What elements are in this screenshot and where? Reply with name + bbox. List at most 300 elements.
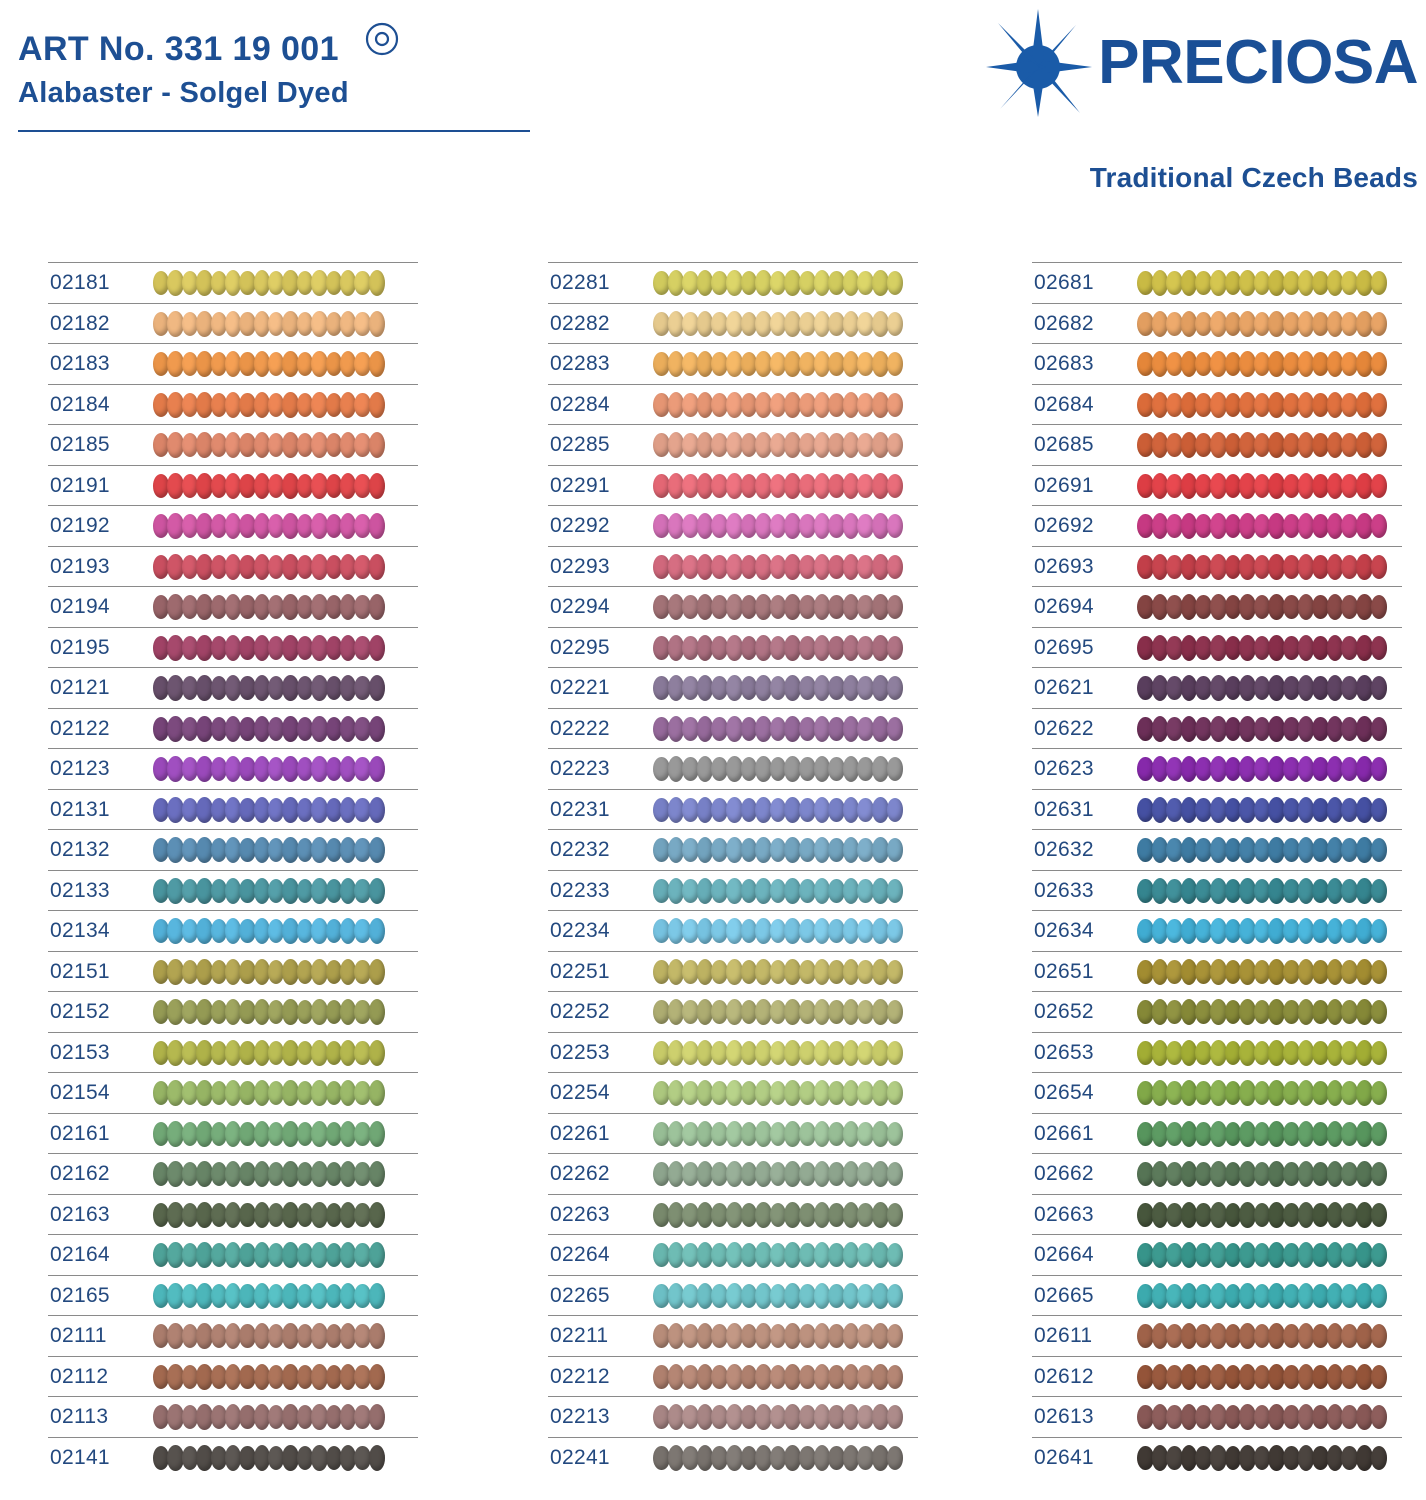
color-code: 02664	[1034, 1243, 1094, 1266]
color-code: 02151	[50, 959, 110, 983]
bead-strand-swatch	[653, 673, 903, 703]
row-divider	[1032, 789, 1402, 790]
bead	[887, 960, 904, 984]
row-divider	[48, 870, 418, 871]
color-code: 02284	[550, 392, 610, 416]
bead-row	[153, 957, 385, 987]
color-code: 02234	[550, 919, 610, 942]
color-row	[1032, 465, 1402, 506]
bead-strand-swatch	[653, 1078, 903, 1108]
color-row	[1032, 1275, 1402, 1316]
color-row	[1032, 384, 1402, 425]
row-divider	[48, 303, 418, 304]
bead-strand-swatch	[153, 430, 385, 460]
color-code: 02252	[550, 1000, 610, 1023]
bead-strand-swatch	[153, 592, 385, 622]
bead	[369, 1040, 385, 1066]
color-row	[48, 627, 418, 668]
row-divider	[48, 829, 418, 830]
row-divider	[48, 586, 418, 587]
bead	[1371, 1405, 1388, 1429]
color-row	[48, 465, 418, 506]
row-divider	[1032, 586, 1402, 587]
bead-strand-swatch	[153, 268, 385, 298]
bead-row	[653, 714, 903, 744]
row-divider	[1032, 262, 1402, 263]
color-code: 02163	[50, 1202, 110, 1226]
bead-strand-swatch	[653, 592, 903, 622]
bead-strand-swatch	[1137, 876, 1387, 906]
bead-row	[653, 430, 903, 460]
row-divider	[48, 748, 418, 749]
color-code: 02665	[1034, 1283, 1094, 1307]
color-code: 02212	[550, 1364, 610, 1388]
color-row	[48, 1437, 418, 1478]
row-divider	[548, 384, 918, 385]
row-divider	[548, 1356, 918, 1357]
color-code: 02222	[550, 716, 610, 740]
color-row	[548, 1275, 918, 1316]
row-divider	[48, 910, 418, 911]
bead-row	[1137, 633, 1387, 663]
color-code: 02282	[550, 311, 610, 335]
bead	[1371, 838, 1388, 862]
bead	[887, 312, 904, 336]
bead	[369, 1242, 385, 1268]
color-code: 02695	[1034, 635, 1094, 659]
article-number	[18, 22, 399, 69]
bead-row	[153, 430, 385, 460]
bead-strand-swatch	[653, 511, 903, 541]
row-divider	[548, 1437, 918, 1438]
bead	[369, 797, 385, 823]
row-divider	[1032, 667, 1402, 668]
row-divider	[1032, 343, 1402, 344]
bead-row	[153, 1240, 385, 1270]
bead-strand-swatch	[153, 754, 385, 784]
row-divider	[548, 870, 918, 871]
target-icon	[365, 22, 399, 65]
bead-strand-swatch	[153, 673, 385, 703]
color-row	[548, 829, 918, 870]
color-code: 02162	[50, 1162, 110, 1185]
bead-row	[1137, 1038, 1387, 1068]
color-row	[548, 424, 918, 465]
color-row	[548, 262, 918, 303]
color-row	[48, 546, 418, 587]
row-divider	[48, 424, 418, 425]
bead-row	[153, 714, 385, 744]
bead-strand-swatch	[653, 633, 903, 663]
color-row	[1032, 586, 1402, 627]
color-row	[48, 1113, 418, 1154]
bead	[887, 1041, 904, 1065]
color-code: 02681	[1034, 271, 1094, 294]
title-divider	[18, 130, 530, 132]
color-row	[48, 1356, 418, 1397]
bead	[1371, 555, 1388, 579]
brand-tagline: Traditional Czech Beads	[1089, 162, 1418, 193]
bead-row	[1137, 754, 1387, 784]
bead	[369, 1202, 385, 1228]
bead-row	[653, 1402, 903, 1432]
bead-row	[653, 835, 903, 865]
row-divider	[48, 1234, 418, 1235]
bead-row	[153, 1078, 385, 1108]
bead	[369, 1404, 385, 1430]
bead-strand-swatch	[1137, 1038, 1387, 1068]
bead-row	[653, 309, 903, 339]
bead-row	[653, 1443, 903, 1473]
bead-row	[153, 795, 385, 825]
bead	[369, 351, 385, 377]
bead-row	[653, 957, 903, 987]
color-code: 02263	[550, 1202, 610, 1226]
color-row	[548, 505, 918, 546]
color-row	[1032, 1234, 1402, 1275]
row-divider	[548, 262, 918, 263]
bead-strand-swatch	[1137, 430, 1387, 460]
bead-strand-swatch	[653, 268, 903, 298]
color-code: 02154	[50, 1081, 110, 1104]
bead-strand-swatch	[653, 1443, 903, 1473]
bead-strand-swatch	[1137, 471, 1387, 501]
bead	[887, 514, 904, 538]
color-code: 02152	[50, 1000, 110, 1023]
color-code: 02612	[1034, 1364, 1094, 1388]
bead	[1371, 717, 1388, 741]
row-divider	[548, 1275, 918, 1276]
bead-row	[153, 1200, 385, 1230]
bead	[369, 918, 385, 944]
color-row	[1032, 1032, 1402, 1073]
bead-strand-swatch	[153, 916, 385, 946]
color-row	[1032, 1194, 1402, 1235]
bead	[887, 676, 904, 700]
row-divider	[48, 991, 418, 992]
color-code: 02611	[1034, 1324, 1093, 1347]
row-divider	[1032, 1275, 1402, 1276]
row-divider	[548, 465, 918, 466]
bead-row	[1137, 714, 1387, 744]
color-code: 02213	[550, 1405, 610, 1428]
bead	[1371, 919, 1388, 943]
color-row	[548, 1356, 918, 1397]
color-code: 02683	[1034, 352, 1094, 375]
color-row	[548, 870, 918, 911]
bead-row	[153, 916, 385, 946]
bead	[887, 879, 904, 903]
bead	[1371, 798, 1388, 822]
color-code: 02621	[1034, 676, 1094, 699]
bead-strand-swatch	[153, 471, 385, 501]
color-row	[1032, 1356, 1402, 1397]
row-divider	[48, 546, 418, 547]
color-code: 02264	[550, 1243, 610, 1266]
row-divider	[1032, 424, 1402, 425]
color-row	[1032, 1072, 1402, 1113]
color-row	[48, 1275, 418, 1316]
bead	[1371, 1041, 1388, 1065]
row-divider	[48, 1315, 418, 1316]
bead-row	[1137, 673, 1387, 703]
color-row	[1032, 951, 1402, 992]
row-divider	[48, 465, 418, 466]
bead-row	[1137, 1200, 1387, 1230]
color-code: 02164	[50, 1243, 110, 1266]
bead-row	[1137, 916, 1387, 946]
bead-row	[653, 1240, 903, 1270]
color-code: 02651	[1034, 959, 1094, 983]
row-divider	[48, 1194, 418, 1195]
color-row	[48, 1234, 418, 1275]
row-divider	[1032, 1153, 1402, 1154]
bead-strand-swatch	[653, 1240, 903, 1270]
row-divider	[548, 505, 918, 506]
row-divider	[1032, 870, 1402, 871]
bead	[369, 594, 385, 620]
color-row	[48, 262, 418, 303]
color-code: 02185	[50, 433, 110, 456]
bead-strand-swatch	[153, 1240, 385, 1270]
color-row	[48, 667, 418, 708]
color-row	[48, 991, 418, 1032]
bead	[887, 474, 904, 498]
color-row	[1032, 1153, 1402, 1194]
article-finish: Alabaster - Solgel Dyed	[18, 77, 349, 109]
color-code: 02691	[1034, 473, 1094, 497]
color-code: 02693	[1034, 554, 1094, 578]
color-code: 02123	[50, 757, 110, 780]
bead-row	[653, 1038, 903, 1068]
color-row	[1032, 748, 1402, 789]
color-row	[548, 708, 918, 749]
row-divider	[1032, 1113, 1402, 1114]
color-code: 02682	[1034, 311, 1094, 335]
bead	[1371, 757, 1388, 781]
bead	[369, 432, 385, 458]
color-code: 02292	[550, 514, 610, 537]
color-code: 02692	[1034, 514, 1094, 537]
color-code: 02653	[1034, 1040, 1094, 1064]
bead-row	[653, 1281, 903, 1311]
color-code: 02241	[550, 1445, 610, 1469]
bead-row	[1137, 1078, 1387, 1108]
bead	[887, 1405, 904, 1429]
color-row	[548, 1153, 918, 1194]
bead	[369, 513, 385, 539]
color-code: 02633	[1034, 878, 1094, 902]
color-row	[1032, 667, 1402, 708]
row-divider	[48, 667, 418, 668]
color-row	[48, 1315, 418, 1356]
bead-strand-swatch	[1137, 349, 1387, 379]
bead-row	[153, 1119, 385, 1149]
row-divider	[48, 951, 418, 952]
row-divider	[1032, 1437, 1402, 1438]
bead-strand-swatch	[153, 1038, 385, 1068]
row-divider	[1032, 1072, 1402, 1073]
row-divider	[1032, 303, 1402, 304]
color-code: 02165	[50, 1283, 110, 1307]
bead	[887, 1162, 904, 1186]
color-row	[48, 829, 418, 870]
color-row	[548, 667, 918, 708]
color-row	[1032, 424, 1402, 465]
bead-row	[153, 1443, 385, 1473]
color-row	[48, 424, 418, 465]
star-burst-icon	[984, 9, 1092, 117]
color-row	[48, 748, 418, 789]
row-divider	[1032, 1315, 1402, 1316]
color-code: 02181	[50, 271, 110, 294]
color-code: 02293	[550, 554, 610, 578]
bead-row	[653, 1159, 903, 1189]
color-code: 02232	[550, 838, 610, 861]
bead	[1371, 636, 1388, 660]
row-divider	[1032, 910, 1402, 911]
bead-row	[1137, 835, 1387, 865]
bead	[369, 999, 385, 1025]
bead-row	[153, 835, 385, 865]
color-row	[48, 1194, 418, 1235]
article-title-block	[18, 22, 399, 110]
bead	[887, 1243, 904, 1267]
row-divider	[48, 384, 418, 385]
column-2	[548, 262, 918, 1477]
row-divider	[548, 1153, 918, 1154]
color-row	[548, 1234, 918, 1275]
color-code: 02622	[1034, 716, 1094, 740]
bead	[887, 838, 904, 862]
bead	[1371, 271, 1388, 295]
bead-strand-swatch	[1137, 592, 1387, 622]
row-divider	[548, 667, 918, 668]
bead-strand-swatch	[153, 1119, 385, 1149]
bead	[1371, 1324, 1388, 1348]
color-code: 02153	[50, 1040, 110, 1064]
color-code: 02121	[50, 676, 110, 699]
bead	[887, 1284, 904, 1308]
bead	[887, 636, 904, 660]
bead	[369, 473, 385, 499]
row-divider	[1032, 627, 1402, 628]
color-row	[1032, 303, 1402, 344]
bead-strand-swatch	[153, 1281, 385, 1311]
bead-row	[1137, 268, 1387, 298]
bead-row	[653, 673, 903, 703]
bead-row	[1137, 957, 1387, 987]
bead-row	[153, 876, 385, 906]
row-divider	[48, 708, 418, 709]
bead	[887, 798, 904, 822]
bead-strand-swatch	[153, 1200, 385, 1230]
color-row	[48, 384, 418, 425]
bead-strand-swatch	[1137, 309, 1387, 339]
brand-logo	[984, 8, 1418, 118]
color-code: 02262	[550, 1162, 610, 1185]
bead-strand-swatch	[653, 309, 903, 339]
bead-strand-swatch	[653, 795, 903, 825]
color-code: 02684	[1034, 392, 1094, 416]
color-row	[1032, 546, 1402, 587]
bead-strand-swatch	[1137, 1281, 1387, 1311]
color-code: 02623	[1034, 757, 1094, 780]
color-row	[1032, 343, 1402, 384]
color-row	[48, 910, 418, 951]
bead	[1371, 1365, 1388, 1389]
bead	[1371, 393, 1388, 417]
color-code: 02631	[1034, 797, 1094, 821]
bead	[887, 1324, 904, 1348]
bead-strand-swatch	[153, 1402, 385, 1432]
bead-strand-swatch	[1137, 1362, 1387, 1392]
color-code: 02113	[50, 1405, 109, 1428]
color-row	[548, 343, 918, 384]
bead-row	[153, 754, 385, 784]
color-code: 02634	[1034, 919, 1094, 942]
bead	[887, 1122, 904, 1146]
color-row	[1032, 1437, 1402, 1478]
color-row	[548, 1396, 918, 1437]
bead-strand-swatch	[653, 714, 903, 744]
bead-strand-swatch	[153, 349, 385, 379]
bead-row	[153, 1281, 385, 1311]
row-divider	[548, 910, 918, 911]
bead	[887, 393, 904, 417]
bead	[369, 837, 385, 863]
color-code: 02661	[1034, 1121, 1094, 1145]
bead	[887, 433, 904, 457]
bead-strand-swatch	[653, 1321, 903, 1351]
bead-strand-swatch	[153, 1443, 385, 1473]
bead-row	[653, 1321, 903, 1351]
color-code: 02662	[1034, 1162, 1094, 1185]
bead	[887, 1446, 904, 1470]
bead	[369, 1080, 385, 1106]
color-row	[48, 1072, 418, 1113]
color-code: 02141	[50, 1445, 110, 1469]
bead-strand-swatch	[1137, 390, 1387, 420]
row-divider	[548, 1113, 918, 1114]
row-divider	[548, 546, 918, 547]
bead-row	[1137, 349, 1387, 379]
color-code: 02195	[50, 635, 110, 659]
color-code: 02294	[550, 595, 610, 618]
color-code: 02291	[550, 473, 610, 497]
bead-row	[153, 633, 385, 663]
bead-row	[1137, 1402, 1387, 1432]
color-row	[548, 303, 918, 344]
bead-row	[1137, 876, 1387, 906]
bead-row	[653, 916, 903, 946]
row-divider	[548, 343, 918, 344]
color-code: 02295	[550, 635, 610, 659]
row-divider	[48, 1275, 418, 1276]
color-code: 02194	[50, 595, 110, 618]
bead	[887, 352, 904, 376]
color-code: 02654	[1034, 1081, 1094, 1104]
bead-strand-swatch	[1137, 1159, 1387, 1189]
color-row	[1032, 991, 1402, 1032]
bead-strand-swatch	[1137, 268, 1387, 298]
bead-strand-swatch	[653, 1362, 903, 1392]
row-divider	[48, 1153, 418, 1154]
bead-strand-swatch	[1137, 552, 1387, 582]
color-code: 02192	[50, 514, 110, 537]
bead	[369, 1283, 385, 1309]
bead	[1371, 514, 1388, 538]
